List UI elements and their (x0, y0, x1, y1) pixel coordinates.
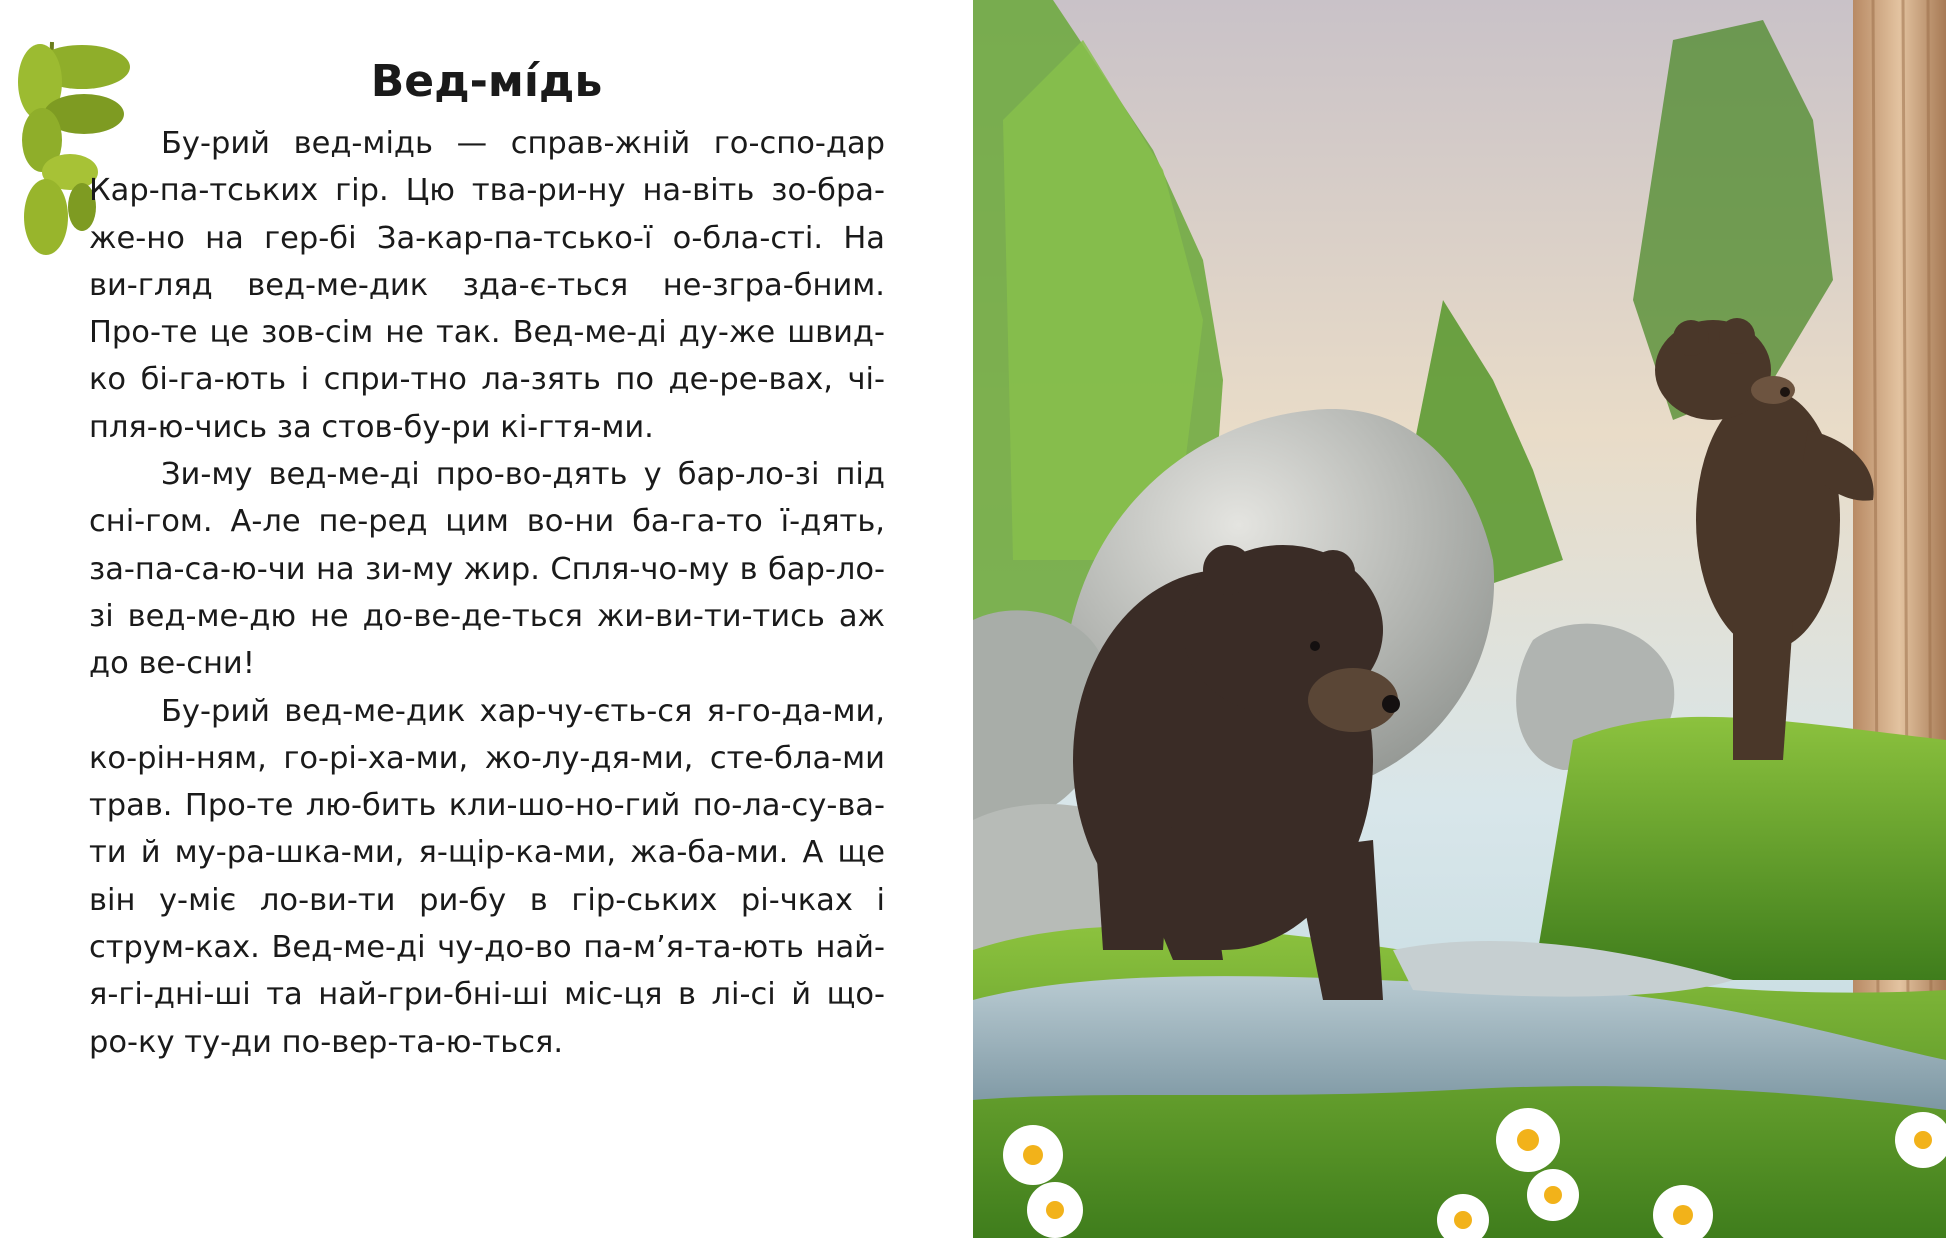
paragraph: Бу-рий вед-ме-дик хар-чу-єть-ся я-го-да-ми, ко-рін-ням, го-рі-ха-ми, жо-лу-дя-ми, сте-бла-ми трав. Про-те лю-бить кли-шо-но-гий по-ла-су-ва-ти й му-ра-шка-ми, я-щір-ка-ми, жа-ба-ми. А ще він у-міє ло-ви-ти ри-бу в гір-ських рі-чках і струм-ках. Вед-ме-ді чу-до-во па-м’я-та-ють най-я-гі-дні-ші та най-гри-бні-ші міс-ця в лі-сі й що-ро-ку ту-ди по-вер-та-ю-ться. (89, 693, 885, 1060)
page-title: Вед-мі́дь (370, 56, 603, 107)
bear-and-cub-illustration (973, 0, 1946, 1238)
paragraph: Зи-му вед-ме-ді про-во-дять у бар-ло-зі під сні-гом. А-ле пе-ред цим во-ни ба-га-то ї-дять, за-па-са-ю-чи на зи-му жир. Спля-чо-му в бар-ло-зі вед-ме-дю не до-ве-де-ться жи-ви-ти-тись аж до ве-сни! (89, 457, 885, 682)
paragraph: Бу-рий вед-мідь — справ-жній го-спо-дар Кар-па-тських гір. Цю тва-ри-ну на-віть зо-бра-же-но на гер-бі За-кар-па-тсько-ї о-бла-сті. На ви-гляд вед-ме-дик зда-є-ться не-згра-бним. Про-те це зов-сім не так. Вед-ме-ді ду-же швид-ко бі-га-ють і спри-тно ла-зять по де-ре-вах, чі-пля-ю-чись за стов-бу-ри кі-гтя-ми. (89, 126, 885, 445)
article-body (89, 120, 885, 1066)
